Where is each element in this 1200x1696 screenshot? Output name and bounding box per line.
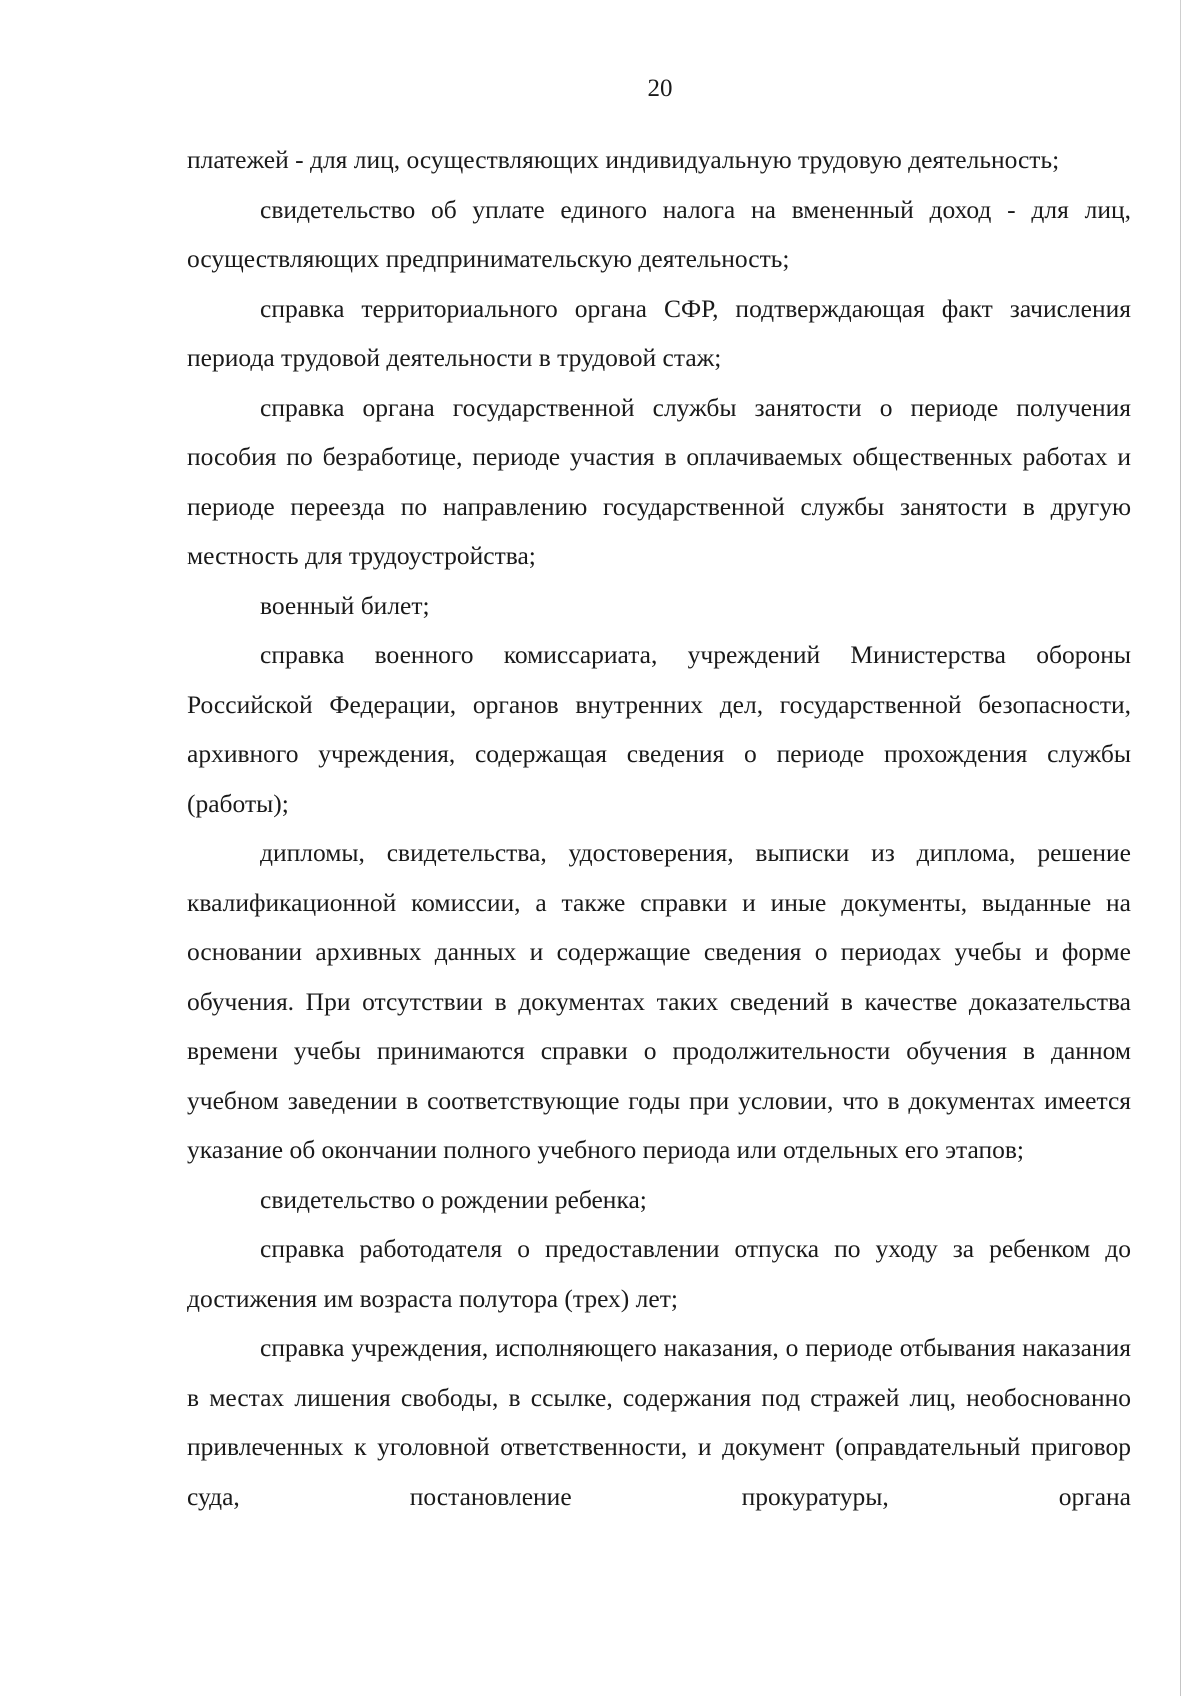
paragraph-continuation: платежей - для лиц, осуществляющих индивидуальную трудовую деятельность;	[187, 145, 1060, 174]
document-body	[187, 135, 1131, 1521]
scan-edge-line	[1180, 0, 1181, 1696]
paragraph-military-id: военный билет;	[260, 590, 430, 620]
paragraph-employment-service-certificate: справка органа государственной службы занятости о периоде получения пособия по безработице, периоде участия в оплачиваемых общественных работах и периоде переезда по направлению государственной службы занятости в другую местность для трудоустройства;	[187, 392, 1131, 570]
paragraph-tax-certificate: свидетельство об уплате единого налога на вмененный доход - для лиц, осуществляющих предпринимательскую деятельность;	[187, 194, 1131, 273]
page-number: 20	[647, 75, 673, 102]
paragraph-penal-institution-certificate: справка учреждения, исполняющего наказания, о периоде отбывания наказания в местах лишения свободы, в ссылке, содержания под стражей лиц, необоснованно привлеченных к уголовной ответственности, и документ (оправдательный приговор суда, постановление прокуратуры, органа	[187, 1333, 1131, 1511]
paragraph-birth-certificate: свидетельство о рождении ребенка;	[260, 1184, 647, 1214]
paragraph-sfr-certificate: справка территориального органа СФР, подтверждающая факт зачисления периода трудовой деятельности в трудовой стаж;	[187, 293, 1131, 372]
paragraph-military-commissariat-certificate: справка военного комиссариата, учреждений Министерства обороны Российской Федерации, органов внутренних дел, государственной безопасности, архивного учреждения, содержащая сведения о периоде прохождения службы (работы);	[187, 640, 1131, 818]
paragraph-parental-leave-certificate: справка работодателя о предоставлении отпуска по уходу за ребенком до достижения им возраста полутора (трех) лет;	[187, 1234, 1131, 1313]
paragraph-diplomas: дипломы, свидетельства, удостоверения, выписки из диплома, решение квалификационной комиссии, а также справки и иные документы, выданные на основании архивных данных и содержащие сведения о периодах учебы и форме обучения. При отсутствии в документах таких сведений в качестве доказательства времени учебы принимаются справки о продолжительности обучения в данном учебном заведении в соответствующие годы при условии, что в документах имеется указание об окончании полного учебного периода или отдельных его этапов;	[187, 838, 1131, 1164]
